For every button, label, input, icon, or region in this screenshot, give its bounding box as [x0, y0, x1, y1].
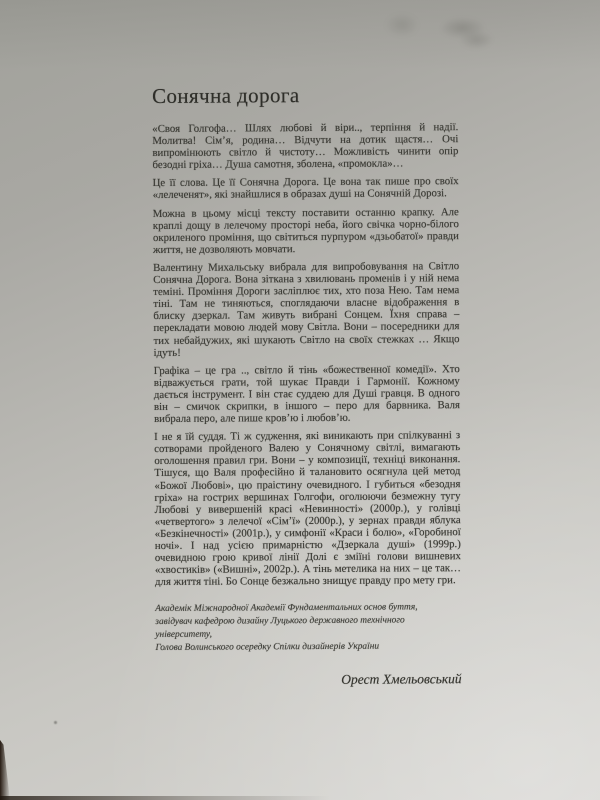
paragraph-intro-quote: «Своя Голгофа… Шлях любові й віри.., терпіння й надії. Молитва! Сім’я, родина… Відчути на дотик щастя… Очі випромінюють світло й чистоту… Можливість чинити опір безодні гріха… Душа самотня, зболена, «промокла»… — [152, 121, 459, 172]
pencil-smudge-mark — [380, 8, 424, 42]
paper-bottom-edge — [0, 796, 330, 800]
article-text-block — [152, 82, 462, 689]
author-credentials — [155, 601, 461, 655]
credential-line: завідувач кафедрою дизайну Луцького державного технічного університету, — [155, 615, 405, 641]
credential-line: Академік Міжнародної Академії Фундаментальних основ буття, — [155, 602, 418, 615]
paragraph-graphics-game: Графіка – це гра .., світло й тінь «божественної комедії». Хто відважується грати, той шукає Правди і Гармонії. Кожному дається інструмент. І він стає суддею для Душі гравця. В одного він – смичок скрипки, в іншого – перо для барвника. Валя вибрала перо, але пише кров’ю і любов’ю. — [153, 362, 461, 426]
paper-speck — [54, 721, 57, 724]
author-signature: Орест Хмельовський — [341, 671, 462, 688]
credential-line: Голова Волинського осередку Спілки дизайнерів України — [155, 641, 380, 654]
paragraph-last-period: Можна в цьому місці тексту поставити останню крапку. Але краплі дощу в лелечому просторі неба, його свічка чорно-білого окриленого проміння, що світиться пурпуром «дзьобатої» правди життя, не дозволяють мовчати. — [152, 205, 459, 256]
paragraph-judgement-works: І не я їй суддя. Ті ж судження, які виникають при спілкуванні з сотворами пройденого Валею у Сонячному світлі, вимагають оголошення правил гри. Вони – у композиції, техніці виконання. Тішуся, що Валя професійно й талановито осягнула цей метод «Божої Любові», цю праістину очевидного. І губиться «безодня гріха» на гострих вершинах Голгофи, оголюючи безмежну тугу Любові у вивершеній красі «Невинності» (2000р.), у голівці «четвертого» з лелечої «Сім’ї» (2000р.), у зернах правди яблука «Безкінечності» (2001р.), у симфонії «Краси і болю», «Горобиної ночі». І над усією примарністю «Дзеркала душі» (1999р.) очевидною грою кривої лінії Долі є зміїні голови вишневих «хвостиків» («Вишні», 2002р.). А тінь метелика на них – це так… для життя тіні. Бо Сонце безжально знищує правду про мету гри. — [154, 429, 462, 589]
page-title: Сонячна дорога — [152, 83, 300, 108]
paragraph-valentyna: Валентину Михальську вибрала для випробовування на Світло Сонячна Дорога. Вона зіткана з хвилювань променів і у ній нема теміні. Проміння Дороги засліплює тих, хто поза Нею. Там нема тіні. Там не тиняються, споглядаючи власне відображення в блиску дзеркал. Там живуть вибрані Сонцем. Їхня справа – перекладати мовою людей мову Світла. Вони – посередники для тих небайдужих, які шукають Світло на своїх стежках … Якщо ідуть! — [153, 260, 460, 359]
paragraph-her-words: Це її слова. Це її Сонячна Дорога. Це вона так пише про своїх «лелеченят», які знайшлися в образах душі на Сонячній Дорозі. — [152, 175, 459, 202]
pencil-smudge-mark — [440, 16, 496, 50]
paper-edge-shadow — [0, 740, 10, 800]
